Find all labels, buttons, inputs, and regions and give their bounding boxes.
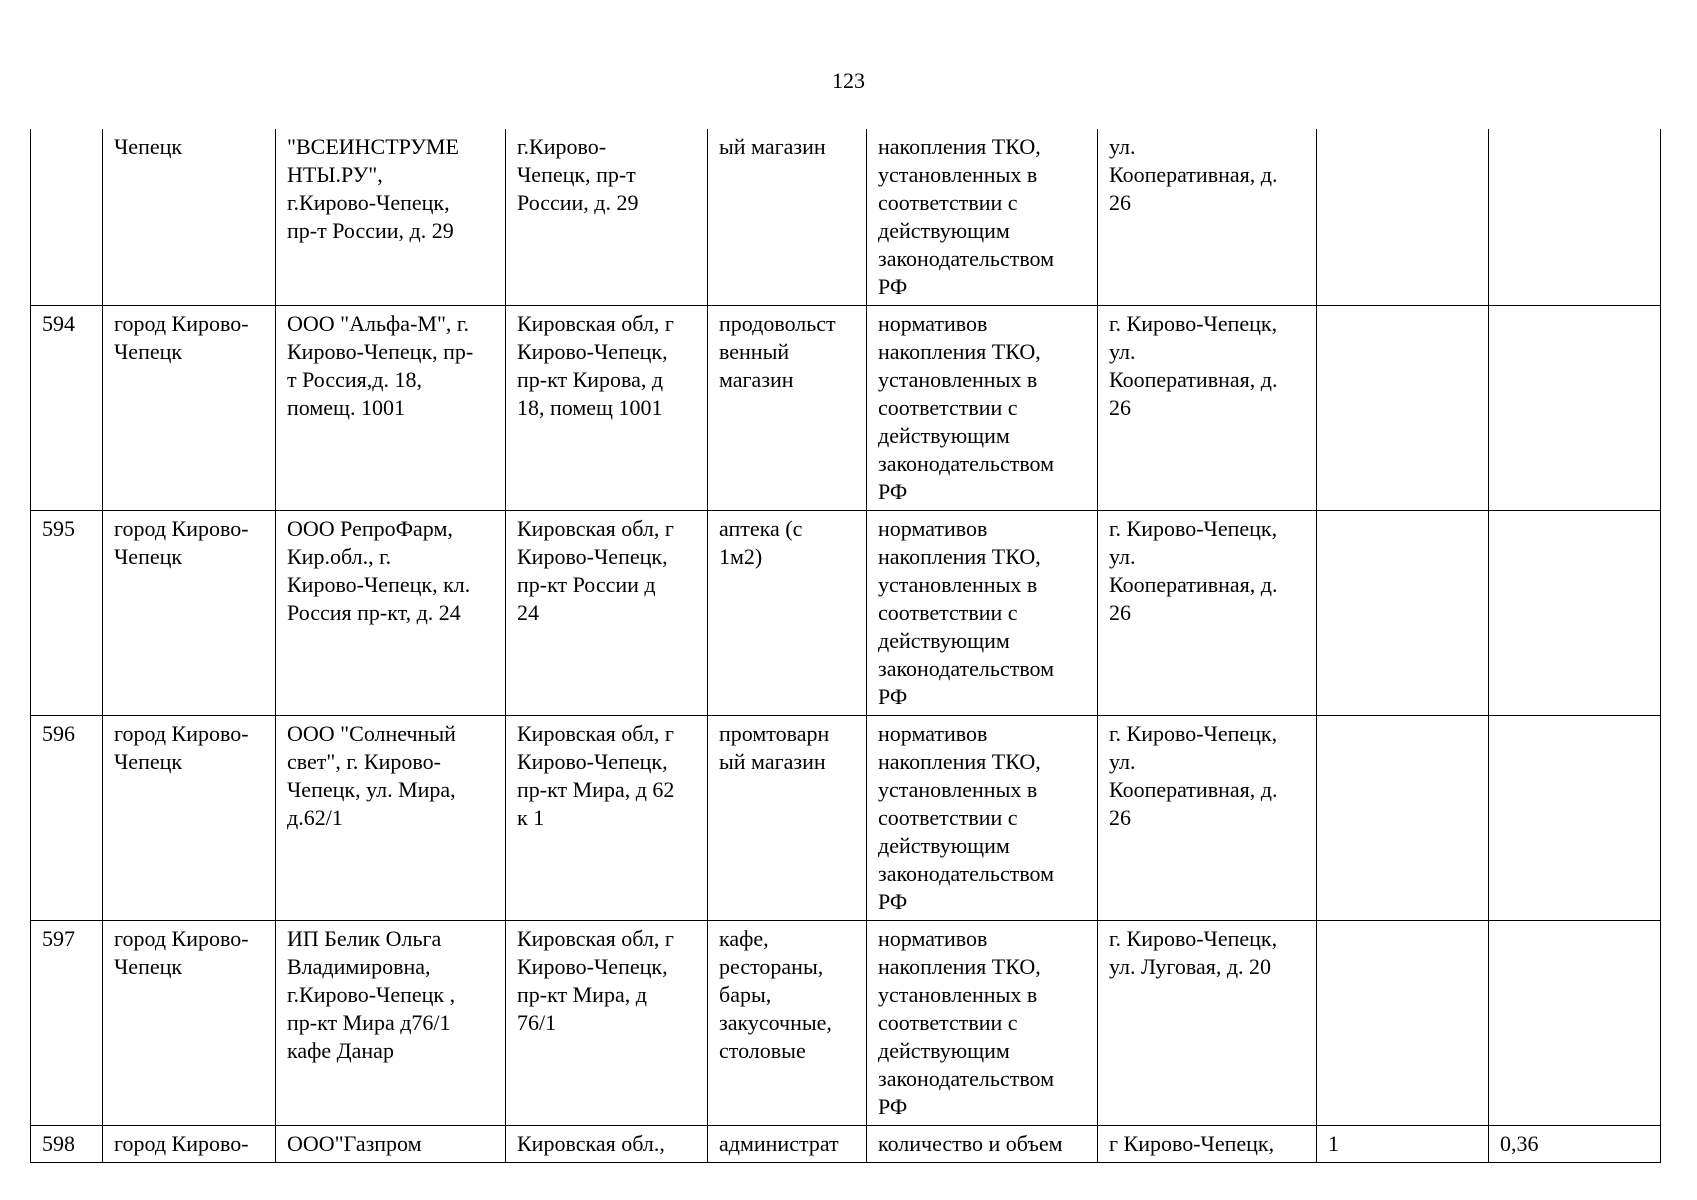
- cell-site: г Кирово-Чепецк,: [1098, 1126, 1317, 1163]
- table-row: [31, 716, 1661, 921]
- cell-basis: нормативов накопления ТКО, установленных в соответствии с действующим законодательством РФ: [867, 716, 1098, 921]
- cell-object-type: администрат: [708, 1126, 867, 1163]
- cell-source: ООО "Альфа-М", г. Кирово-Чепецк, пр- т Россия,д. 18, помещ. 1001: [276, 306, 506, 511]
- cell-count: [1317, 511, 1489, 716]
- cell-source: ООО "Солнечный свет", г. Кирово- Чепецк, ул. Мира, д.62/1: [276, 716, 506, 921]
- cell-settlement: город Кирово- Чепецк: [103, 716, 276, 921]
- cell-object-type: промтоварн ый магазин: [708, 716, 867, 921]
- cell-count: 1: [1317, 1126, 1489, 1163]
- table-row: [31, 921, 1661, 1126]
- cell-site: г. Кирово-Чепецк, ул. Кооперативная, д. 26: [1098, 511, 1317, 716]
- cell-count: [1317, 306, 1489, 511]
- cell-volume: [1489, 921, 1661, 1126]
- table-row: [31, 511, 1661, 716]
- cell-number: 596: [31, 716, 103, 921]
- cell-site: г. Кирово-Чепецк, ул. Луговая, д. 20: [1098, 921, 1317, 1126]
- cell-source: "ВСЕИНСТРУМЕ НТЫ.РУ", г.Кирово-Чепецк, пр-т России, д. 29: [276, 129, 506, 306]
- cell-count: [1317, 921, 1489, 1126]
- cell-source: ООО РепроФарм, Кир.обл., г. Кирово-Чепецк, кл. Россия пр-кт, д. 24: [276, 511, 506, 716]
- cell-address: г.Кирово- Чепецк, пр-т России, д. 29: [506, 129, 708, 306]
- cell-volume: 0,36: [1489, 1126, 1661, 1163]
- cell-basis: накопления ТКО, установленных в соответствии с действующим законодательством РФ: [867, 129, 1098, 306]
- cell-address: Кировская обл, г Кирово-Чепецк, пр-кт России д 24: [506, 511, 708, 716]
- cell-volume: [1489, 129, 1661, 306]
- cell-settlement: город Кирово- Чепецк: [103, 511, 276, 716]
- cell-settlement: город Кирово-: [103, 1126, 276, 1163]
- cell-address: Кировская обл, г Кирово-Чепецк, пр-кт Мира, д 76/1: [506, 921, 708, 1126]
- cell-settlement: город Кирово- Чепецк: [103, 921, 276, 1126]
- table-row: [31, 1126, 1661, 1163]
- cell-volume: [1489, 511, 1661, 716]
- cell-basis: нормативов накопления ТКО, установленных в соответствии с действующим законодательством РФ: [867, 511, 1098, 716]
- page-number: 123: [832, 68, 865, 93]
- table-row: [31, 129, 1661, 306]
- cell-count: [1317, 129, 1489, 306]
- cell-site: г. Кирово-Чепецк, ул. Кооперативная, д. 26: [1098, 306, 1317, 511]
- cell-settlement: город Кирово- Чепецк: [103, 306, 276, 511]
- cell-object-type: ый магазин: [708, 129, 867, 306]
- cell-number: 598: [31, 1126, 103, 1163]
- cell-address: Кировская обл, г Кирово-Чепецк, пр-кт Мира, д 62 к 1: [506, 716, 708, 921]
- cell-number: 595: [31, 511, 103, 716]
- cell-object-type: продовольст венный магазин: [708, 306, 867, 511]
- cell-object-type: аптека (с 1м2): [708, 511, 867, 716]
- registry-table: [30, 129, 1661, 1163]
- cell-address: Кировская обл.,: [506, 1126, 708, 1163]
- cell-number: 597: [31, 921, 103, 1126]
- cell-volume: [1489, 716, 1661, 921]
- cell-site: ул. Кооперативная, д. 26: [1098, 129, 1317, 306]
- cell-number: [31, 129, 103, 306]
- cell-source: ООО"Газпром: [276, 1126, 506, 1163]
- table-row: [31, 306, 1661, 511]
- cell-volume: [1489, 306, 1661, 511]
- cell-address: Кировская обл, г Кирово-Чепецк, пр-кт Кирова, д 18, помещ 1001: [506, 306, 708, 511]
- cell-object-type: кафе, рестораны, бары, закусочные, столовые: [708, 921, 867, 1126]
- cell-basis: количество и объем: [867, 1126, 1098, 1163]
- cell-site: г. Кирово-Чепецк, ул. Кооперативная, д. 26: [1098, 716, 1317, 921]
- cell-basis: нормативов накопления ТКО, установленных в соответствии с действующим законодательством РФ: [867, 306, 1098, 511]
- cell-source: ИП Белик Ольга Владимировна, г.Кирово-Чепецк , пр-кт Мира д76/1 кафе Данар: [276, 921, 506, 1126]
- cell-basis: нормативов накопления ТКО, установленных в соответствии с действующим законодательством РФ: [867, 921, 1098, 1126]
- cell-number: 594: [31, 306, 103, 511]
- cell-count: [1317, 716, 1489, 921]
- cell-settlement: Чепецк: [103, 129, 276, 306]
